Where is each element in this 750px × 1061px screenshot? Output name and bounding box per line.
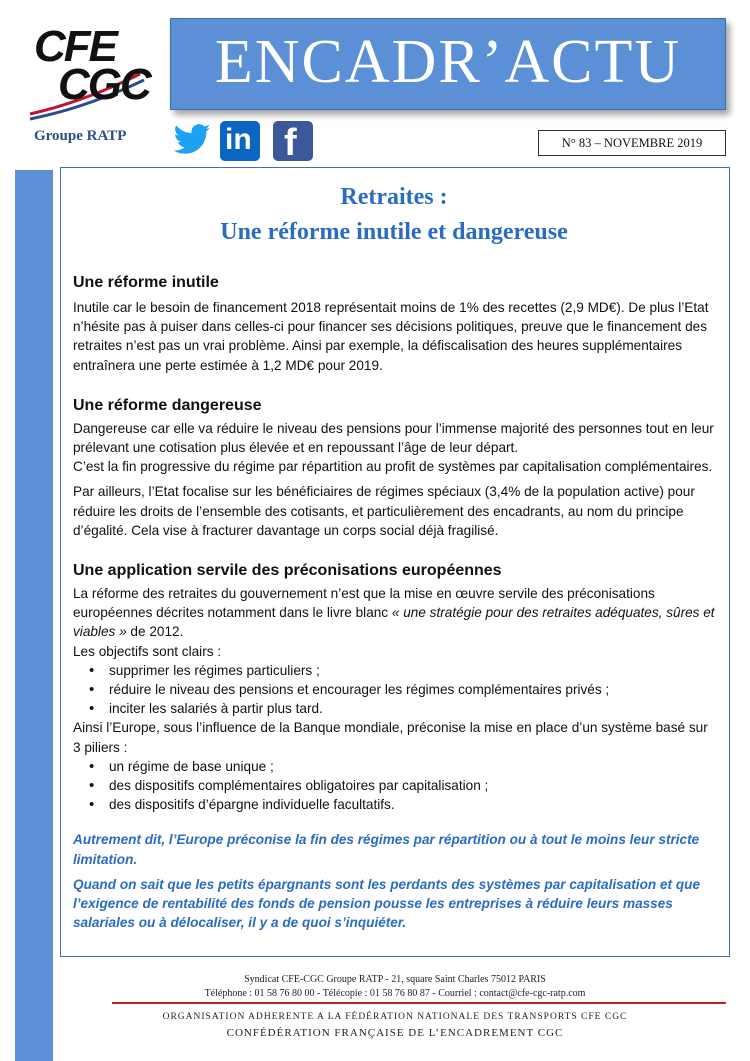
twitter-icon[interactable] bbox=[170, 120, 214, 165]
footer-affiliation: ORGANISATION ADHERENTE A LA FÉDÉRATION NATIONALE DES TRANSPORTS CFE CGC bbox=[162, 1012, 628, 1022]
article-title-line2: Une réforme inutile et dangereuse bbox=[220, 219, 568, 245]
list-item: • des dispositifs d’épargne individuelle facultatifs. bbox=[89, 795, 715, 814]
footer-confederation: CONFÉDÉRATION FRANÇAISE DE L’ENCADREMENT CGC bbox=[226, 1027, 564, 1039]
logo-cfe-text: CFE bbox=[34, 22, 116, 71]
objectives-list bbox=[73, 661, 715, 719]
list-item: • un régime de base unique ; bbox=[89, 757, 715, 776]
footer-divider bbox=[112, 1002, 726, 1004]
section-heading-inutile: Une réforme inutile bbox=[73, 274, 219, 291]
intro-text: La réforme des retraites du gouvernement n’est que la mise en œuvre servile des préconisations européennes décrites notamment dans le livre blanc bbox=[73, 586, 655, 621]
article-title-line1: Retraites : bbox=[340, 184, 448, 210]
section-paragraph: Dangereuse car elle va réduire le niveau des pensions pour l’immense majorité des personnes tout en leur prélevant une cotisation plus élevée et en repoussant l’âge de leur départ. bbox=[73, 420, 714, 456]
intro-text-end: de 2012. bbox=[126, 624, 184, 640]
section-paragraph: Inutile car le besoin de financement 2018 représentait moins de 1% des recettes (2,9 MD€). De plus l’Etat n’hésite pas à puiser dans celles-ci pour financer ses décisions politiques, preuve que le financement des retraites n’est pas un vrai problème. Ainsi par exemple, la défiscalisation des heures supplémentaires entraînera une perte estimée à 1,2 MD€ pour 2019. bbox=[73, 300, 709, 373]
section-paragraph: Par ailleurs, l’Etat focalise sur les bénéficiaires de régimes spéciaux (3,4% de la population active) pour réduire les droits de l’ensemble des cotisants, et particulièrement des encadrants, au nom du principe d’égalité. Cela vise à fracturer davantage un corps social déjà fragilisé. bbox=[73, 484, 695, 538]
section-paragraph: C’est la fin progressive du régime par répartition au profit de systèmes par capitalisation complémentaires. bbox=[73, 459, 713, 475]
livre-blanc-quote: « une stratégie pour des retraites adéquates, sûres et viables » bbox=[73, 605, 715, 640]
section-intro-paragraph bbox=[73, 584, 715, 642]
cfe-cgc-logo bbox=[28, 22, 148, 122]
objectives-label: Les objectifs sont clairs : bbox=[73, 643, 222, 659]
issue-number-box: N° 83 – NOVEMBRE 2019 bbox=[538, 130, 726, 156]
section-heading-europeennes: Une application servile des préconisations européennes bbox=[73, 562, 502, 580]
footer-contact: Téléphone : 01 58 76 80 00 - Télécopie : 01 58 76 80 87 - Courriel : contact@cfe-cgc-ratp.com bbox=[204, 988, 586, 999]
masthead-banner bbox=[170, 18, 726, 110]
footer-address: Syndicat CFE-CGC Groupe RATP - 21, square Saint Charles 75012 PARIS bbox=[244, 974, 546, 985]
conclusion-paragraph: Quand on sait que les petits épargnants sont les perdants des systèmes par capitalisation et que l’exigence de rentabilité des fonds de pension pousse les entreprises à réduire leurs masses salariales ou à délocaliser, il y a de quoi s’inquiéter. bbox=[73, 876, 700, 931]
list-item: • réduire le niveau des pensions et encourager les régimes complémentaires privés ; bbox=[89, 680, 715, 699]
pillars-label: Ainsi l’Europe, sous l’influence de la Banque mondiale, préconise la mise en place d’un système basé sur 3 piliers : bbox=[73, 720, 708, 755]
list-item: • des dispositifs complémentaires obligatoires par capitalisation ; bbox=[89, 776, 715, 795]
linkedin-icon[interactable] bbox=[220, 121, 260, 161]
conclusion-paragraph: Autrement dit, l’Europe préconise la fin des régimes par répartition ou à tout le moins leur stricte limitation. bbox=[73, 832, 700, 867]
article-box bbox=[60, 167, 730, 957]
linkedin-glyph: in bbox=[225, 123, 252, 156]
list-item: • inciter les salariés à partir plus tard. bbox=[89, 699, 715, 718]
left-accent-bar bbox=[15, 170, 53, 1061]
section-heading-dangereuse: Une réforme dangereuse bbox=[73, 396, 262, 414]
list-item: • supprimer les régimes particuliers ; bbox=[89, 661, 715, 680]
facebook-icon[interactable] bbox=[273, 121, 313, 161]
groupe-ratp-label: Groupe RATP bbox=[34, 128, 127, 144]
logo-cgc-text: CGC bbox=[58, 60, 150, 109]
facebook-glyph: f bbox=[284, 122, 297, 161]
pillars-list bbox=[73, 757, 715, 815]
masthead-title: ENCADR’ACTU bbox=[214, 28, 682, 96]
